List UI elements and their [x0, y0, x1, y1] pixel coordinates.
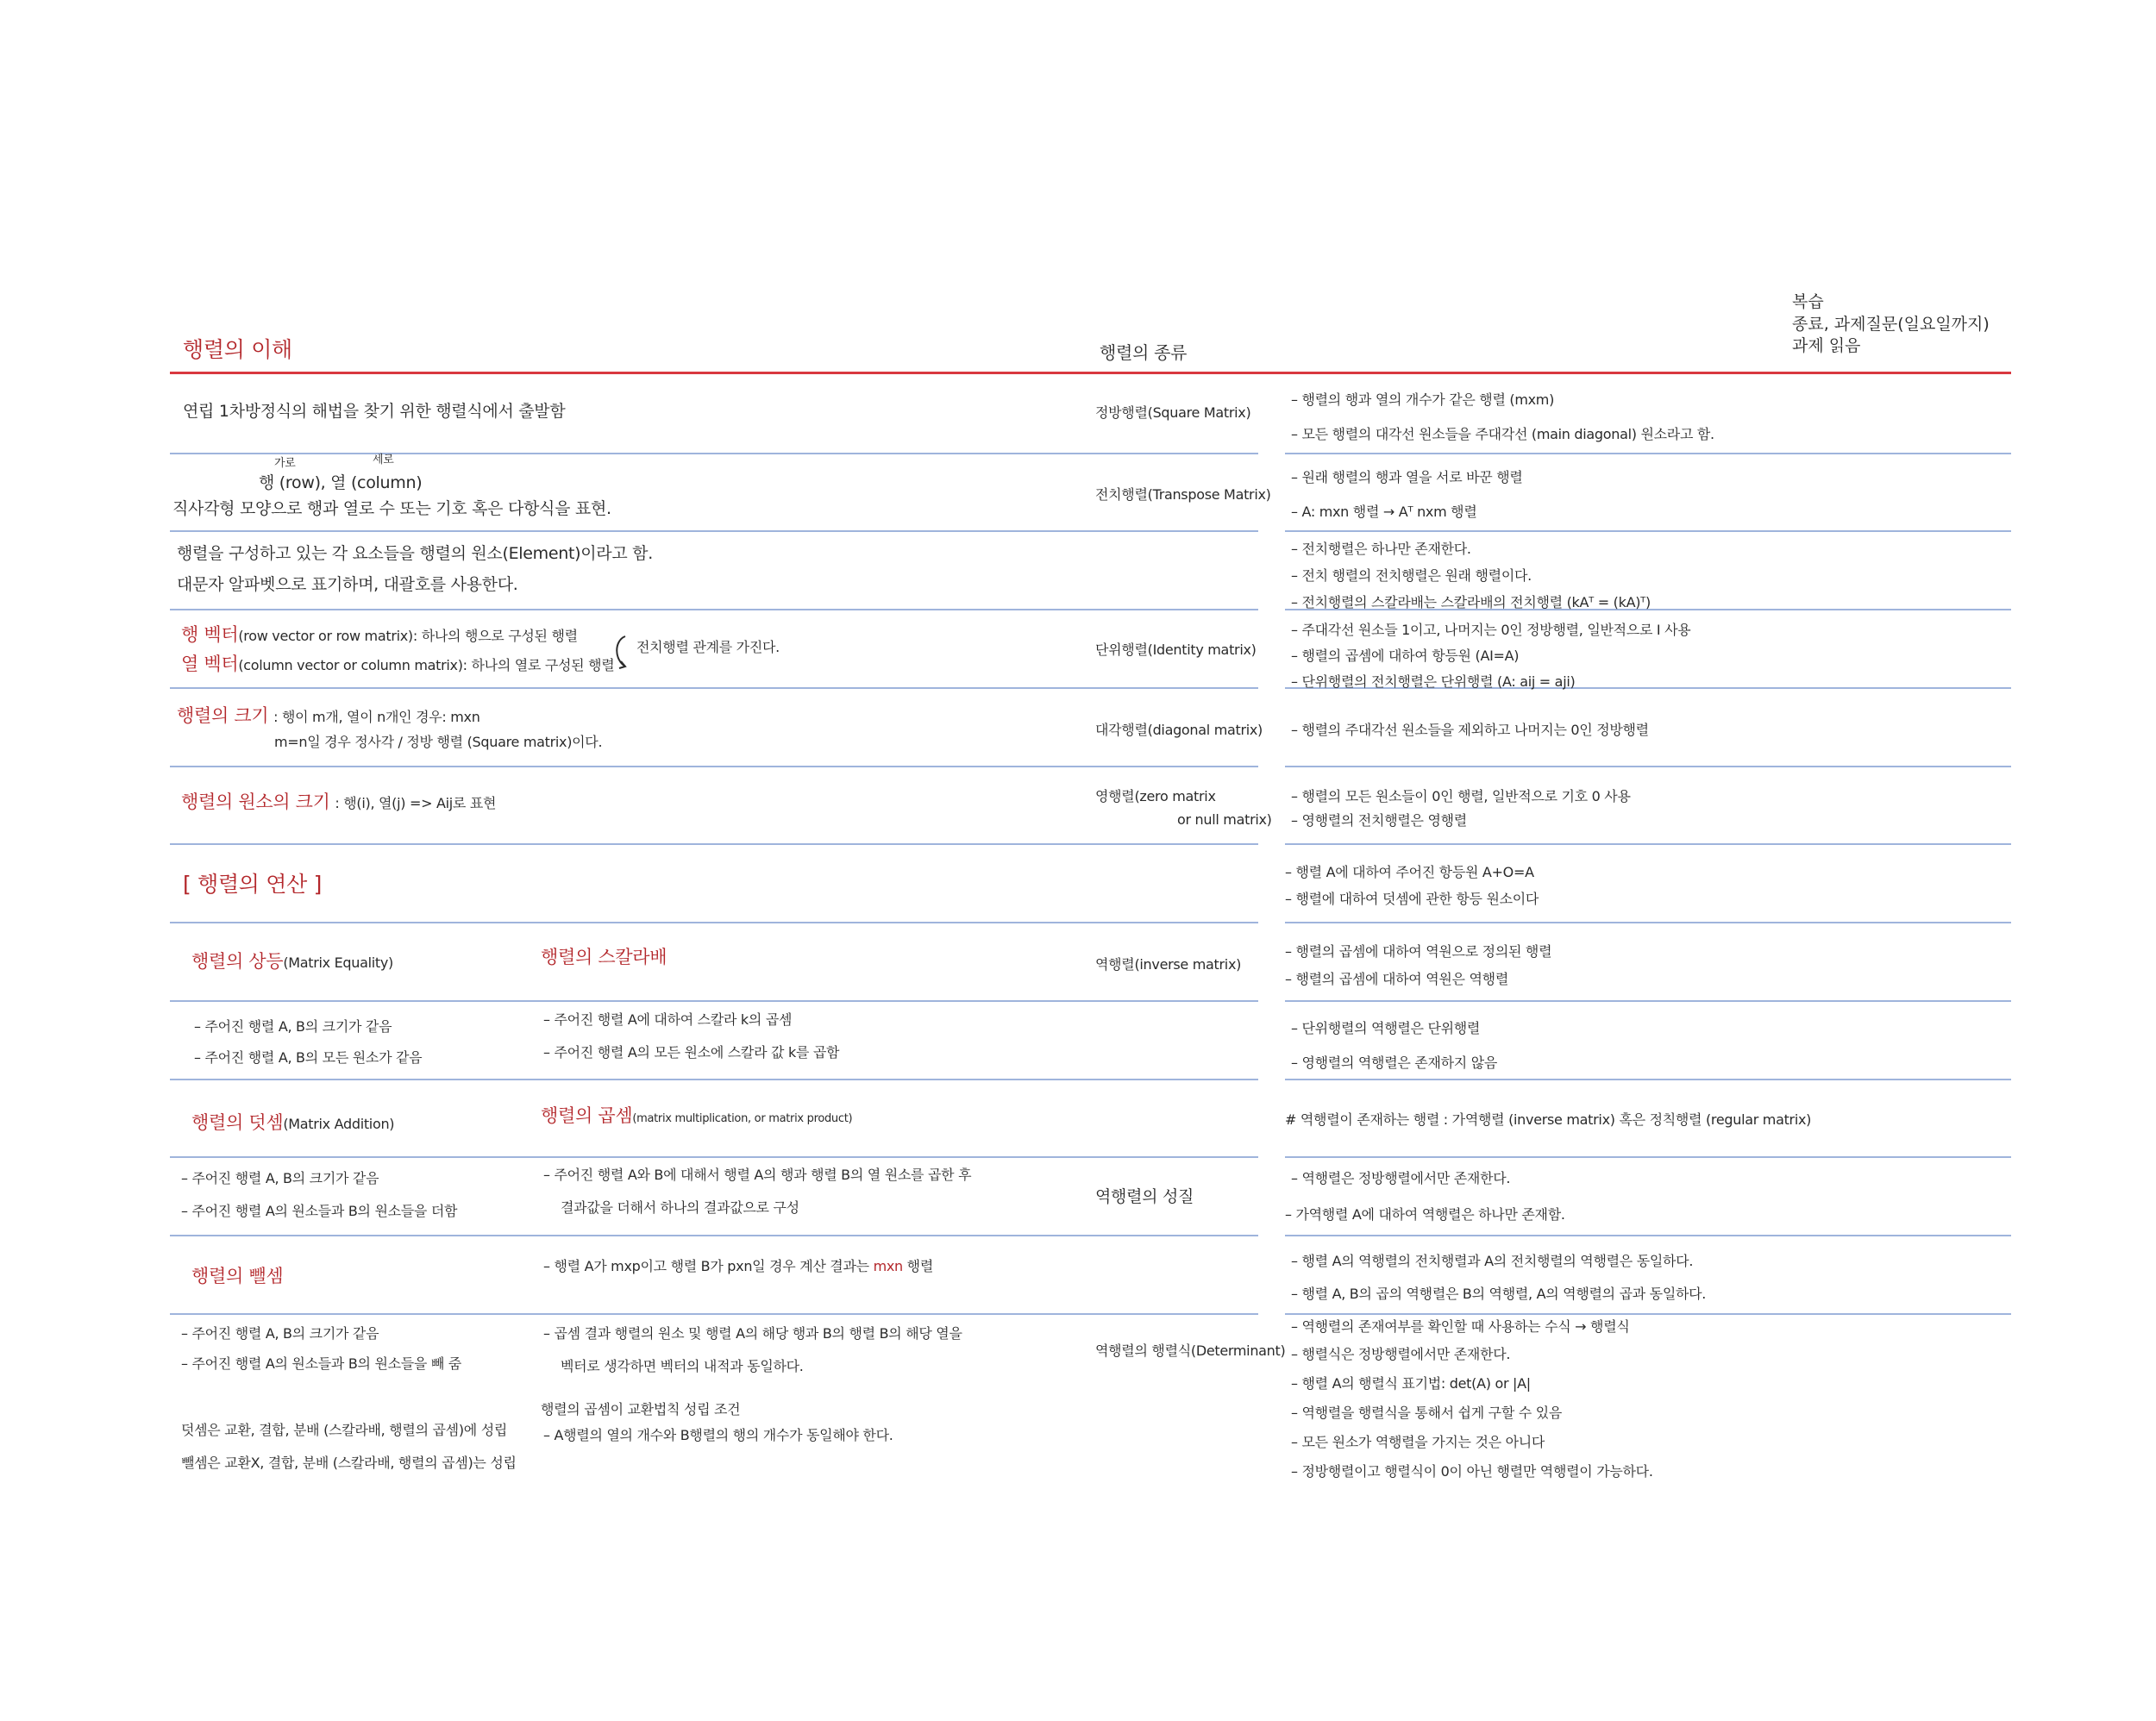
- scalar-rule: – 주어진 행렬 A의 모든 원소에 스칼라 값 k를 곱함: [543, 1044, 840, 1061]
- transpose-rule: – 전치행렬은 하나만 존재한다.: [1291, 541, 1471, 557]
- property-rule: – 행렬 A의 역행렬의 전치행렬과 A의 전치행렬의 역행렬은 동일하다.: [1291, 1253, 1694, 1269]
- multiplication-size-suffix: 행렬: [906, 1258, 933, 1274]
- square-matrix-label: 정방행렬(Square Matrix): [1095, 404, 1251, 421]
- rectangle-line: 직사각형 모양으로 행과 열로 수 또는 기호 혹은 다항식을 표현.: [172, 499, 611, 518]
- element-size-term: 행렬의 원소의 크기: [181, 792, 330, 812]
- row-column-line: 행 (row), 열 (column): [259, 473, 423, 492]
- annotation-sero: 세로: [373, 454, 394, 466]
- addition-term: 행렬의 덧셈: [191, 1112, 284, 1133]
- addition-rule: – 주어진 행렬 A의 원소들과 B의 원소들을 더함: [181, 1203, 458, 1219]
- zero-rule: – 행렬에 대하여 덧셈에 관한 항등 원소이다: [1285, 891, 1539, 907]
- zero-matrix-label-2: or null matrix): [1177, 811, 1272, 828]
- property-rule: – 역행렬은 정방행렬에서만 존재한다.: [1291, 1170, 1511, 1186]
- row-rule: [170, 530, 1258, 532]
- identity-rule: – 행렬의 곱셈에 대하여 항등원 (AI=A): [1291, 648, 1520, 664]
- inverse-rule: – 행렬의 곱셈에 대하여 역원으로 정의된 행렬: [1285, 943, 1552, 960]
- zero-rule: – 행렬 A에 대하여 주어진 항등원 A+O=A: [1285, 864, 1534, 880]
- matrix-size-line: [177, 705, 480, 727]
- column-vector-desc: (column vector or column matrix): 하나의 열로 구성된 행렬: [238, 657, 615, 673]
- inverse-rule: – 영행렬의 역행렬은 존재하지 않음: [1291, 1055, 1498, 1071]
- determinant-label: 역행렬의 행렬식(Determinant): [1095, 1342, 1286, 1359]
- row-rule: [1285, 922, 2011, 923]
- multiplication-term: 행렬의 곱셈: [541, 1105, 633, 1126]
- determinant-rule: – 역행렬의 존재여부를 확인할 때 사용하는 수식 → 행렬식: [1291, 1318, 1630, 1335]
- row-rule: [170, 453, 1258, 454]
- inverse-properties-label: 역행렬의 성질: [1095, 1187, 1194, 1206]
- row-rule: [1285, 1235, 2011, 1236]
- zero-rule: – 영행렬의 전치행렬은 영행렬: [1291, 812, 1467, 829]
- row-rule: [170, 1235, 1258, 1236]
- element-size-line: [181, 792, 496, 813]
- section-title-right: 행렬의 종류: [1100, 342, 1188, 363]
- transpose-rule: – 전치 행렬의 전치행렬은 원래 행렬이다.: [1291, 567, 1532, 584]
- multiplication-rule: – 주어진 행렬 A와 B에 대해서 행렬 A의 행과 행렬 B의 열 원소를 곱한 후: [543, 1167, 972, 1183]
- equality-english: (Matrix Equality): [283, 954, 394, 971]
- row-rule: [170, 1156, 1258, 1158]
- section-title-left: 행렬의 이해: [183, 337, 292, 362]
- determinant-rule: – 정방행렬이고 행렬식이 0이 아닌 행렬만 역행렬이 가능하다.: [1291, 1463, 1653, 1480]
- transpose-rule: – 원래 행렬의 행과 열을 서로 바꾼 행렬: [1291, 469, 1523, 485]
- row-vector-line: [181, 624, 578, 646]
- addition-title: [191, 1112, 394, 1134]
- zero-matrix-label: 영행렬(zero matrix: [1095, 788, 1216, 804]
- notation-line: 대문자 알파벳으로 표기하며, 대괄호를 사용한다.: [177, 575, 518, 594]
- row-rule: [1285, 530, 2011, 532]
- square-matrix-rule: – 행렬의 행과 열의 개수가 같은 행렬 (mxm): [1291, 391, 1555, 408]
- header-rule: [170, 372, 2011, 374]
- multiplication-size-line: [543, 1259, 933, 1274]
- definition-line: 연립 1차방정식의 해법을 찾기 위한 행렬식에서 출발함: [183, 402, 566, 421]
- transpose-rule: – 전치행렬의 스칼라배는 스칼라배의 전치행렬 (kAᵀ = (kA)ᵀ): [1291, 594, 1651, 610]
- law-line: 덧셈은 교환, 결합, 분배 (스칼라배, 행렬의 곱셈)에 성립: [181, 1422, 508, 1438]
- scalar-rule: – 주어진 행렬 A에 대하여 스칼라 k의 곱셈: [543, 1011, 793, 1028]
- row-rule: [170, 922, 1258, 923]
- row-rule: [1285, 1079, 2011, 1080]
- property-rule: – 가역행렬 A에 대하여 역행렬은 하나만 존재함.: [1285, 1206, 1565, 1223]
- review-note-line: 과제 읽음: [1792, 336, 1861, 356]
- element-size-desc: : 행(i), 열(j) => Aij로 표현: [335, 795, 497, 811]
- invertible-note: # 역행렬이 존재하는 행렬 : 가역행렬 (inverse matrix) 혹은 정칙행렬 (regular matrix): [1285, 1111, 1812, 1128]
- subtraction-title: 행렬의 뺄셈: [191, 1266, 284, 1286]
- column-vector-line: [181, 654, 614, 675]
- row-vector-desc: (row vector or row matrix): 하나의 행으로 구성된 행렬: [238, 628, 578, 644]
- scalar-title: 행렬의 스칼라배: [541, 947, 667, 967]
- inverse-matrix-label: 역행렬(inverse matrix): [1095, 956, 1242, 973]
- determinant-rule: – 행렬식은 정방행렬에서만 존재한다.: [1291, 1346, 1511, 1362]
- identity-rule: – 단위행렬의 전치행렬은 단위행렬 (A: aij = aji): [1291, 673, 1576, 690]
- row-rule: [170, 1000, 1258, 1002]
- equality-term: 행렬의 상등: [191, 951, 284, 972]
- square-note-line: m=n일 경우 정사각 / 정방 행렬 (Square matrix)이다.: [274, 734, 603, 750]
- row-rule: [1285, 1000, 2011, 1002]
- multiplication-title: [541, 1105, 852, 1127]
- matrix-size-term: 행렬의 크기: [177, 705, 269, 726]
- review-note-line: 복습: [1792, 292, 1824, 311]
- condition-title: 행렬의 곱셈이 교환법칙 성립 조건: [541, 1401, 741, 1417]
- multiplication-rule: – 곱셈 결과 행렬의 원소 및 행렬 A의 해당 행과 B의 행렬 B의 해당 열을: [543, 1325, 962, 1342]
- identity-matrix-label: 단위행렬(Identity matrix): [1095, 641, 1257, 658]
- element-line: 행렬을 구성하고 있는 각 요소들을 행렬의 원소(Element)이라고 함.: [177, 544, 653, 563]
- determinant-rule: – 모든 원소가 역행렬을 가지는 것은 아니다: [1291, 1434, 1545, 1450]
- subtraction-rule: – 주어진 행렬 A, B의 크기가 같음: [181, 1325, 379, 1342]
- row-rule: [170, 687, 1258, 689]
- multiplication-size-result: mxn: [873, 1258, 903, 1274]
- addition-rule: – 주어진 행렬 A, B의 크기가 같음: [181, 1170, 379, 1186]
- row-rule: [170, 766, 1258, 767]
- multiplication-rule: 결과값을 더해서 하나의 결과값으로 구성: [561, 1199, 799, 1216]
- column-vector-term: 열 벡터: [181, 654, 239, 674]
- inverse-rule: – 행렬의 곱셈에 대하여 역원은 역행렬: [1285, 971, 1508, 987]
- row-rule: [170, 1079, 1258, 1080]
- condition-rule: – A행렬의 열의 개수와 B행렬의 행의 개수가 동일해야 한다.: [543, 1427, 893, 1443]
- square-matrix-rule: – 모든 행렬의 대각선 원소들을 주대각선 (main diagonal) 원소라고 함.: [1291, 426, 1714, 442]
- equality-rule: – 주어진 행렬 A, B의 모든 원소가 같음: [194, 1049, 423, 1066]
- identity-rule: – 주대각선 원소들 1이고, 나머지는 0인 정방행렬, 일반적으로 I 사용: [1291, 622, 1691, 638]
- diagonal-matrix-label: 대각행렬(diagonal matrix): [1095, 722, 1263, 738]
- row-rule: [1285, 1156, 2011, 1158]
- multiplication-english: (matrix multiplication, or matrix product): [632, 1112, 853, 1125]
- row-rule: [170, 843, 1258, 845]
- operations-title: [ 행렬의 연산 ]: [183, 872, 323, 897]
- inverse-rule: – 단위행렬의 역행렬은 단위행렬: [1291, 1020, 1481, 1036]
- multiplication-rule: 벡터로 생각하면 벡터의 내적과 동일하다.: [561, 1358, 804, 1374]
- row-rule: [1285, 1313, 2011, 1315]
- equality-title: [191, 951, 393, 973]
- subtraction-rule: – 주어진 행렬 A의 원소들과 B의 원소들을 빼 줌: [181, 1355, 461, 1372]
- determinant-rule: – 행렬 A의 행렬식 표기법: det(A) or |A|: [1291, 1375, 1531, 1392]
- row-rule: [1285, 453, 2011, 454]
- property-rule: – 행렬 A, B의 곱의 역행렬은 B의 역행렬, A의 역행렬의 곱과 동일하다.: [1291, 1286, 1707, 1302]
- row-rule: [170, 609, 1258, 610]
- row-rule: [170, 1313, 1258, 1315]
- zero-rule: – 행렬의 모든 원소들이 0인 행렬, 일반적으로 기호 0 사용: [1291, 788, 1631, 804]
- row-rule: [1285, 766, 2011, 767]
- addition-english: (Matrix Addition): [283, 1116, 395, 1132]
- diagonal-rule: – 행렬의 주대각선 원소들을 제외하고 나머지는 0인 정방행렬: [1291, 722, 1649, 738]
- multiplication-size-text: – 행렬 A가 mxp이고 행렬 B가 pxn일 경우 계산 결과는: [543, 1258, 869, 1274]
- equality-rule: – 주어진 행렬 A, B의 크기가 같음: [194, 1018, 392, 1035]
- matrix-size-desc: : 행이 m개, 열이 n개인 경우: mxn: [273, 709, 480, 725]
- review-note: [1792, 291, 1990, 358]
- transpose-rule: – A: mxn 행렬 → Aᵀ nxm 행렬: [1291, 504, 1477, 520]
- annotation-garo: 가로: [274, 457, 296, 470]
- curved-arrow-icon: [612, 634, 631, 670]
- row-vector-term: 행 벡터: [181, 624, 239, 645]
- determinant-rule: – 역행렬을 행렬식을 통해서 쉽게 구할 수 있음: [1291, 1405, 1563, 1421]
- review-note-line: 종료, 과제질문(일요일까지): [1792, 314, 1990, 334]
- transpose-matrix-label: 전치행렬(Transpose Matrix): [1095, 486, 1271, 503]
- row-rule: [1285, 843, 2011, 845]
- transpose-note: 전치행렬 관계를 가진다.: [636, 639, 780, 655]
- law-line: 뺄셈은 교환X, 결합, 분배 (스칼라배, 행렬의 곱셈)는 성립: [181, 1455, 517, 1471]
